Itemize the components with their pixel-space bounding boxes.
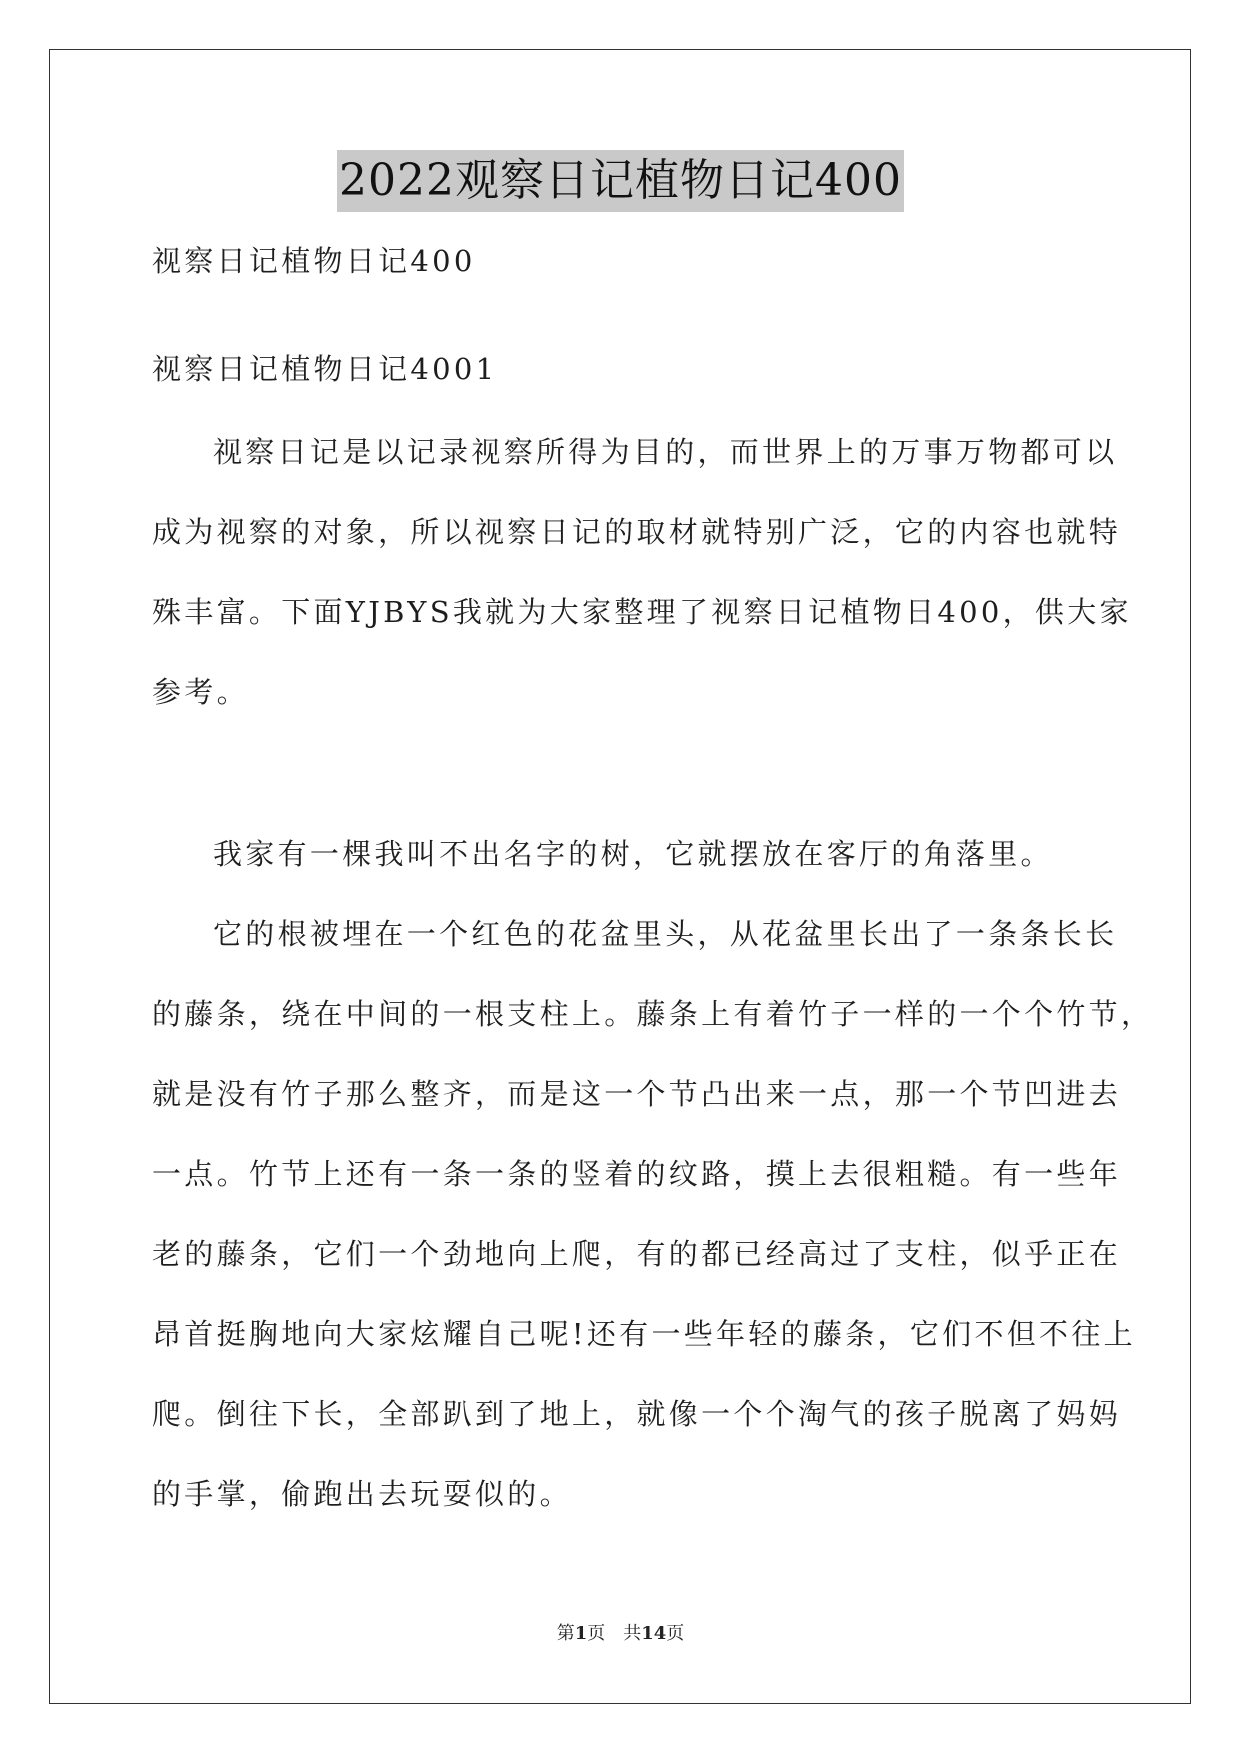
paragraph-line: 视察日记是以记录视察所得为目的，而世界上的万事万物都可以 (213, 435, 1118, 469)
page-unit: 页 (587, 1623, 606, 1644)
current-page-number: 1 (574, 1623, 588, 1644)
document-title: 2022观察日记植物日记400 (337, 150, 904, 212)
page-prefix: 第 (556, 1623, 575, 1644)
paragraph-line: 它的根被埋在一个红色的花盆里头，从花盆里长出了一条条长长 (213, 917, 1118, 951)
paragraph-line: 我家有一棵我叫不出名字的树，它就摆放在客厅的角落里。 (213, 837, 1053, 871)
page-border (49, 49, 1191, 1704)
paragraph-line: 参考。 (152, 675, 249, 709)
subtitle-line: 视察日记植物日记400 (152, 244, 476, 278)
paragraph-line: 就是没有竹子那么整齐，而是这一个节凸出来一点，那一个节凹进去 (152, 1077, 1122, 1111)
title-block (0, 150, 1241, 212)
paragraph-line: 老的藤条，它们一个劲地向上爬，有的都已经高过了支柱，似乎正在 (152, 1237, 1122, 1271)
page-footer (0, 1622, 1241, 1646)
paragraph-line: 一点。竹节上还有一条一条的竖着的纹路，摸上去很粗糙。有一些年 (152, 1157, 1122, 1191)
paragraph-line: 的藤条，绕在中间的一根支柱上。藤条上有着竹子一样的一个个竹节， (152, 997, 1154, 1031)
paragraph-line: 昂首挺胸地向大家炫耀自己呢!还有一些年轻的藤条，它们不但不往上 (152, 1317, 1136, 1351)
paragraph-line: 爬。倒往下长，全部趴到了地上，就像一个个淘气的孩子脱离了妈妈 (152, 1397, 1122, 1431)
total-prefix: 共 (623, 1623, 642, 1644)
paragraph-line: 成为视察的对象，所以视察日记的取材就特别广泛，它的内容也就特 (152, 515, 1122, 549)
total-page-count: 14 (641, 1623, 667, 1644)
paragraph-line: 殊丰富。下面YJBYS我就为大家整理了视察日记植物日400，供大家 (152, 595, 1132, 629)
total-unit: 页 (666, 1623, 685, 1644)
subtitle-line: 视察日记植物日记4001 (152, 352, 498, 386)
paragraph-line: 的手掌，偷跑出去玩耍似的。 (152, 1477, 572, 1511)
